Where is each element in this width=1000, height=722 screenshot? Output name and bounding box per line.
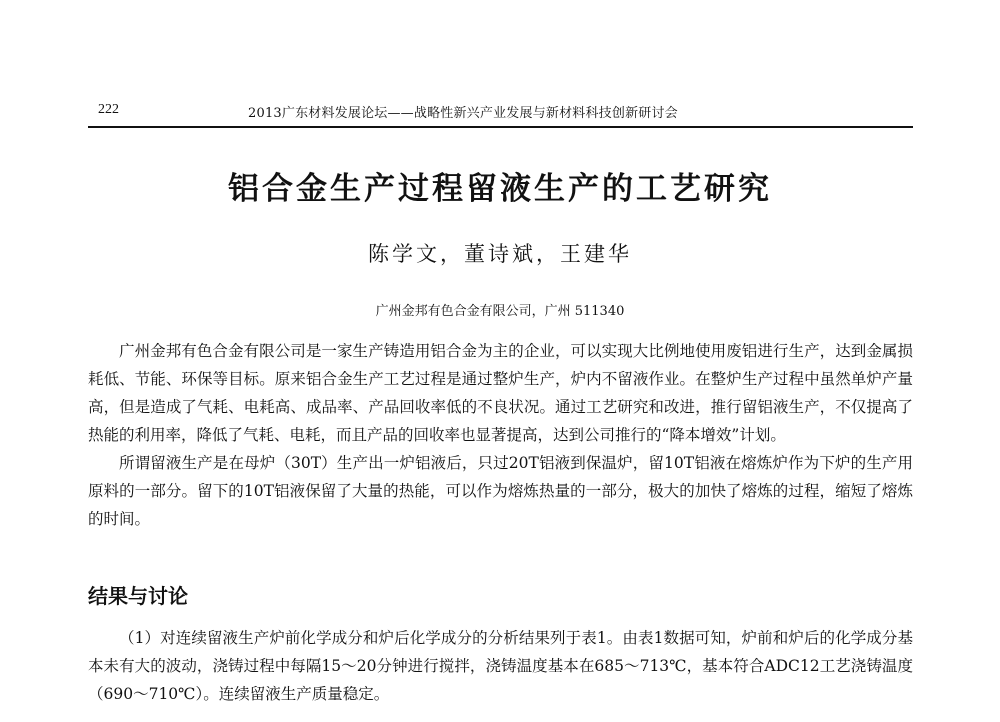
header-rule: [88, 126, 913, 128]
abstract-paragraph-1: 广州金邦有色合金有限公司是一家生产铸造用铝合金为主的企业，可以实现大比例地使用废铝进行生产，达到金属损耗低、节能、环保等目标。原来铝合金生产工艺过程是通过整炉生产，炉内不留液作业。在整炉生产过程中虽然单炉产量高，但是造成了气耗、电耗高、成品率、产品回收率低的不良状况。通过工艺研究和改进，推行留铝液生产，不仅提高了热能的利用率，降低了气耗、电耗，而且产品的回收率也显著提高，达到公司推行的“降本增效”计划。: [88, 342, 913, 444]
results-paragraph-1: （1）对连续留液生产炉前化学成分和炉后化学成分的分析结果列于表1。由表1数据可知，炉前和炉后的化学成分基本未有大的波动，浇铸过程中每隔15～20分钟进行搅拌，浇铸温度基本在685～713℃，基本符合ADC12工艺浇铸温度（690～710℃）。连续留液生产质量稳定。: [88, 629, 913, 703]
page-number: 222: [98, 102, 119, 117]
paper-authors: 陈学文，董诗斌，王建华: [368, 242, 632, 266]
abstract-paragraph-2: 所谓留液生产是在母炉（30T）生产出一炉铝液后，只过20T铝液到保温炉，留10T铝液在熔炼炉作为下炉的生产用原料的一部分。留下的10T铝液保留了大量的热能，可以作为熔炼热量的一部分，极大的加快了熔炼的过程，缩短了熔炼的时间。: [88, 454, 913, 528]
paper-title: 铝合金生产过程留液生产的工艺研究: [228, 171, 772, 207]
abstract-body: [88, 337, 913, 533]
section-heading-results: 结果与讨论: [88, 584, 188, 608]
author-affiliation: 广州金邦有色合金有限公司，广州 511340: [375, 304, 625, 319]
results-body: [88, 624, 913, 708]
page-header: [88, 100, 913, 128]
running-head: 2013广东材料发展论坛——战略性新兴产业发展与新材料科技创新研讨会: [248, 106, 678, 121]
